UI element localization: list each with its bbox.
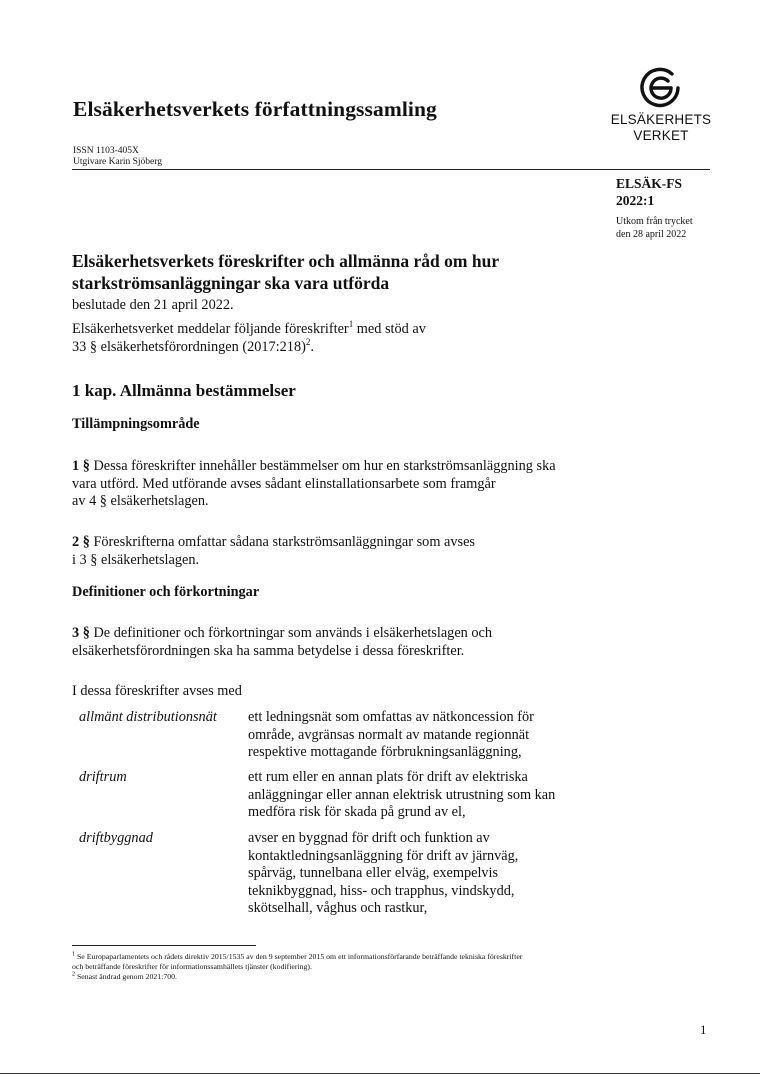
definition-line: ett rum eller en annan plats för drift av elektriska: [248, 769, 528, 785]
definition-term: driftrum: [79, 769, 127, 785]
definition-line: avser en byggnad för drift och funktion av: [248, 830, 490, 846]
document-title-line1: Elsäkerhetsverkets föreskrifter och allmänna råd om hur: [72, 251, 500, 271]
definition-line: ett ledningsnät som omfattas av nätkoncession för: [248, 709, 534, 725]
footnote-ref-2[interactable]: 2: [305, 336, 311, 347]
footnote-2-line1: [72, 972, 602, 982]
footnote-2-text: Senast ändrad genom 2021:700.: [75, 972, 177, 981]
issn: ISSN 1103-405X: [73, 146, 139, 156]
published-line1: Utkom från trycket: [616, 216, 693, 227]
paragraph-1-line2: vara utförd. Med utförande avses sådant elinstallationsarbete som framgår: [72, 475, 496, 492]
definition-line: respektive mottagande förbrukningsanläggning,: [248, 744, 522, 760]
decision-date: beslutade den 21 april 2022.: [72, 297, 234, 313]
reference-number: 2022:1: [616, 193, 655, 208]
intro-line2: [72, 336, 612, 357]
paragraph-3-line2: elsäkerhetsförordningen ska ha samma betydelse i dessa föreskrifter.: [72, 642, 465, 659]
paragraph-2-text1: Föreskrifterna omfattar sådana starkströmsanläggningar som avses: [89, 534, 475, 550]
document-title-line2: starkströmsanläggningar ska vara utförda: [72, 273, 390, 293]
definition-description: [248, 709, 598, 762]
definition-line: anläggningar eller annan elektrisk utrustning som kan: [248, 786, 556, 803]
publication-info: [616, 215, 693, 241]
elsakerhetsverket-logo-icon: [638, 66, 684, 110]
footnote-1-line1: [72, 952, 602, 962]
intro-text-3: 33 § elsäkerhetsförordningen (2017:218): [72, 338, 306, 355]
logo-text-line2: VERKET: [633, 128, 689, 143]
published-line2: den 28 april 2022: [616, 229, 687, 240]
definition-line: kontaktledningsanläggning för drift av järnväg,: [248, 847, 519, 864]
intro-line1: [72, 321, 612, 339]
paragraph-1-text1: Dessa föreskrifter innehåller bestämmelser om hur en starkströmsanläggning ska: [89, 458, 556, 474]
paragraph-1-line1: [72, 458, 612, 476]
definition-line: medföra risk för skada på grund av el,: [248, 804, 466, 820]
chapter-heading: 1 kap. Allmänna bestämmelser: [72, 381, 296, 400]
paragraph-2: [72, 534, 612, 569]
definition-description: [248, 769, 598, 822]
series-title: Elsäkerhetsverkets författningssamling: [73, 97, 437, 121]
intro-text-1: Elsäkerhetsverket meddelar följande föreskrifter: [72, 321, 349, 337]
section-heading-definitions: Definitioner och förkortningar: [72, 584, 260, 600]
intro-text-2: med stöd av: [353, 321, 426, 337]
definition-term: driftbyggnad: [79, 830, 153, 846]
page-bottom-edge: [0, 1073, 760, 1074]
intro-paragraph: [72, 321, 612, 356]
page-number: 1: [700, 1022, 707, 1037]
definition-term: allmänt distributionsnät: [79, 709, 217, 725]
paragraph-3-line1: [72, 625, 612, 643]
footnote-ref-1[interactable]: 1: [348, 319, 354, 330]
paragraph-3-label: 3 §: [72, 625, 90, 641]
logo: [606, 66, 716, 144]
paragraph-3: [72, 625, 612, 660]
paragraph-3-text1: De definitioner och förkortningar som används i elsäkerhetslagen och: [89, 625, 493, 641]
paragraph-2-line2: i 3 § elsäkerhetslagen.: [72, 551, 200, 568]
logo-text-line1: ELSÄKERHETS: [610, 112, 712, 127]
definition-line: teknikbyggnad, hiss- och trapphus, vindskydd,: [248, 882, 515, 899]
paragraph-2-label: 2 §: [72, 534, 90, 550]
header-divider: [72, 169, 710, 170]
paragraph-1-label: 1 §: [72, 458, 90, 474]
definitions-intro: I dessa föreskrifter avses med: [72, 683, 242, 699]
footnote-divider: [72, 945, 256, 946]
paragraph-1-line3: av 4 § elsäkerhetslagen.: [72, 493, 209, 509]
definition-line: skötselhall, våghus och rastkur,: [248, 900, 428, 916]
intro-text-4: .: [310, 338, 314, 355]
footnote-1-line2: och beträffande föreskrifter för informationssamhällets tjänster (kodifiering).: [72, 962, 312, 971]
publisher: Utgivare Karin Sjöberg: [73, 157, 162, 167]
definition-line: område, avgränsas normalt av matande regionnät: [248, 726, 530, 743]
paragraph-1: [72, 458, 612, 511]
footnote-1-number: 1: [72, 951, 75, 958]
footnote-2-number: 2: [72, 971, 75, 978]
paragraph-2-line1: [72, 534, 612, 552]
section-heading-scope: Tillämpningsområde: [72, 416, 200, 432]
definition-description: [248, 830, 598, 918]
document-title: [72, 250, 592, 294]
definition-line: spårväg, tunnelbana eller elväg, exempelvis: [248, 865, 499, 881]
footnotes: [72, 952, 602, 982]
reference-code-block: [616, 175, 682, 209]
footnote-1-text: Se Europaparlamentets och rådets direktiv 2015/1535 av den 9 september 2015 om ett informationsförfarande beträffande tekniska föreskrifter: [75, 952, 523, 961]
reference-code: ELSÄK-FS: [616, 176, 683, 191]
